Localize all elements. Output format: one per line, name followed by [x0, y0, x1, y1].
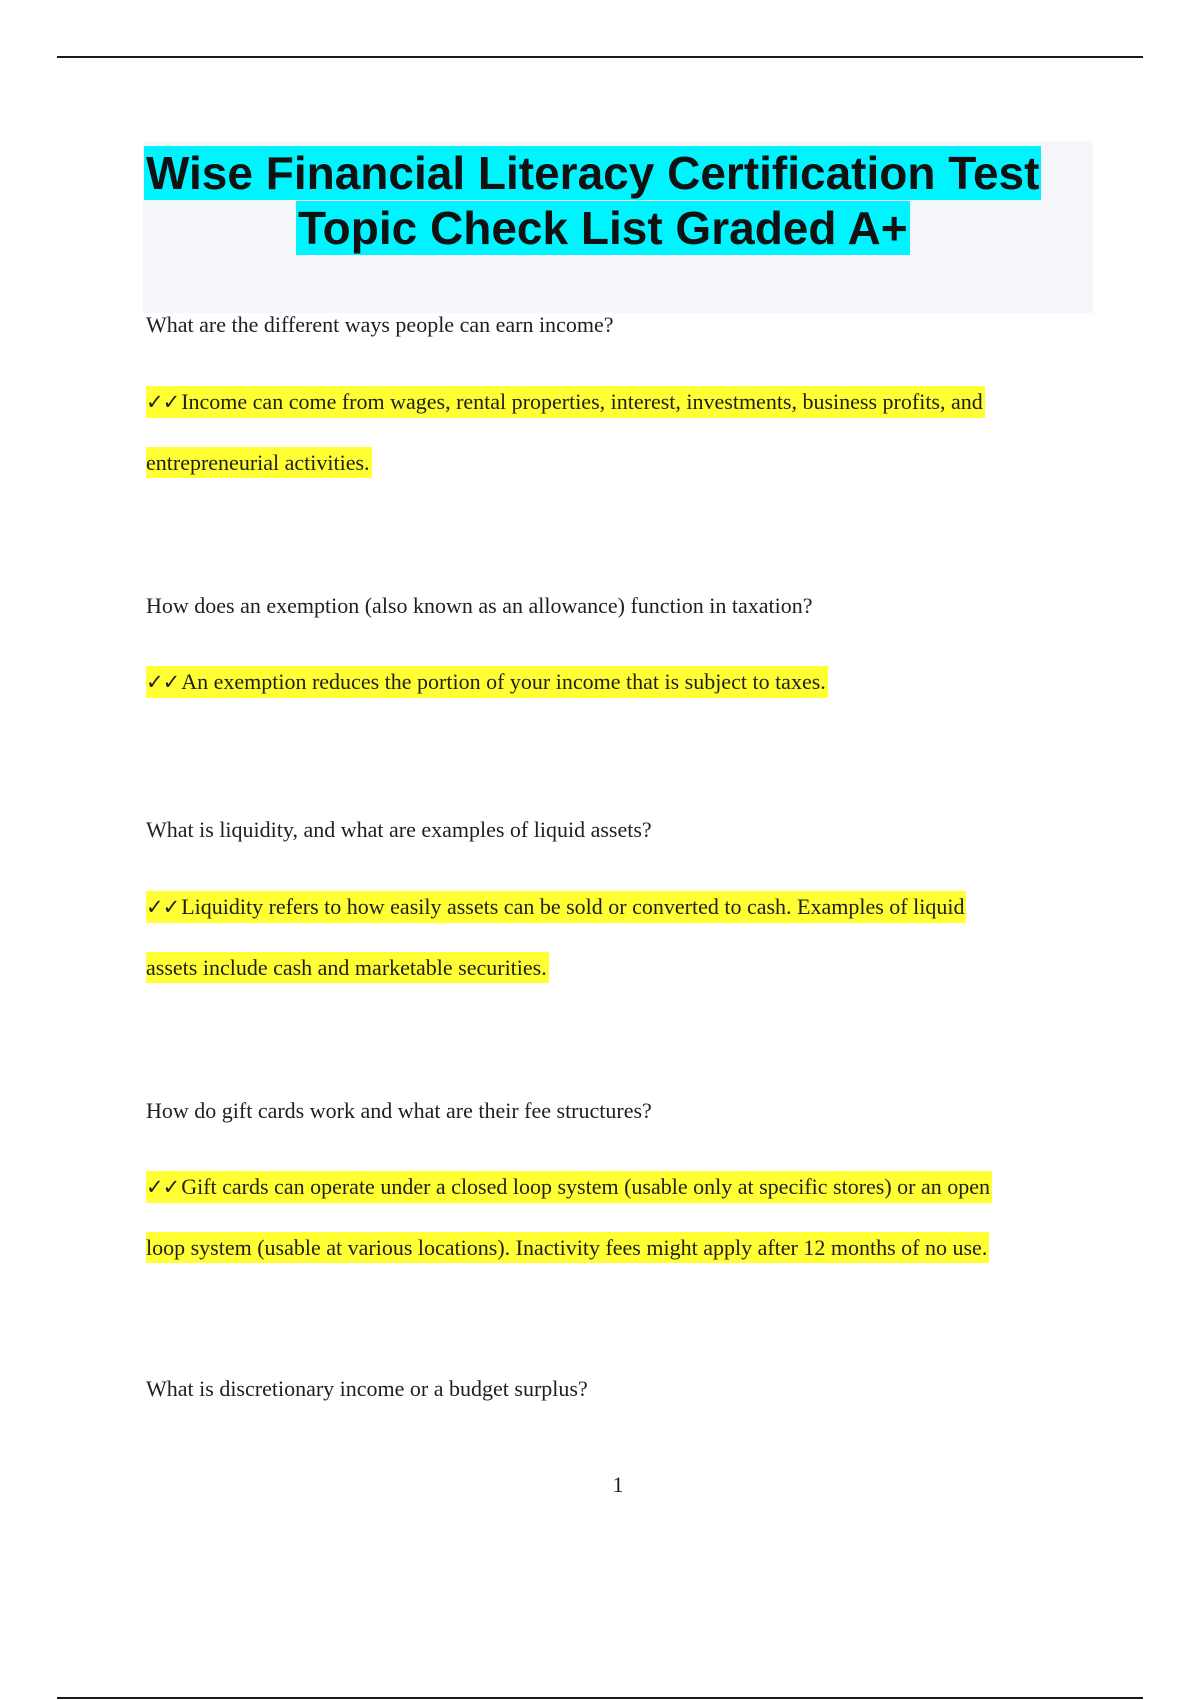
question-1: What are the different ways people can earn income? — [146, 312, 614, 337]
answer-4-line-1-text: Gift cards can operate under a closed loop system (usable only at specific stores) or an open — [181, 1174, 991, 1199]
question-4: How do gift cards work and what are their fee structures? — [146, 1098, 652, 1123]
answer-3-line-2: assets include cash and marketable securities. — [146, 952, 549, 983]
answer-1-line-2: entrepreneurial activities. — [146, 447, 372, 478]
answer-1-line-1 — [146, 386, 985, 418]
double-check-icon: ✓✓ — [146, 1175, 180, 1199]
double-check-icon: ✓✓ — [146, 390, 180, 414]
answer-3-line-1-text: Liquidity refers to how easily assets can be sold or converted to cash. Examples of liquid — [181, 894, 965, 919]
double-check-icon: ✓✓ — [146, 895, 180, 919]
double-check-icon: ✓✓ — [146, 670, 180, 694]
document-title-line-1: Wise Financial Literacy Certification Test — [146, 147, 1040, 199]
answer-4-line-1 — [146, 1171, 992, 1203]
question-3: What is liquidity, and what are examples of liquid assets? — [146, 817, 652, 842]
question-2: How does an exemption (also known as an allowance) function in taxation? — [146, 593, 813, 618]
answer-2-line-1-text: An exemption reduces the portion of your income that is subject to taxes. — [181, 669, 826, 694]
answer-1-line-1-text: Income can come from wages, rental properties, interest, investments, business profits, and — [181, 389, 983, 414]
question-5: What is discretionary income or a budget surplus? — [146, 1376, 588, 1401]
top-rule — [57, 56, 1143, 58]
bottom-rule — [57, 1697, 1143, 1699]
answer-2-line-1 — [146, 666, 828, 698]
answer-4-line-2: loop system (usable at various locations). Inactivity fees might apply after 12 months of no use. — [146, 1232, 989, 1263]
document-title-line-2: Topic Check List Graded A+ — [298, 202, 908, 254]
page-number: 1 — [612, 1472, 624, 1497]
answer-3-line-1 — [146, 891, 966, 923]
